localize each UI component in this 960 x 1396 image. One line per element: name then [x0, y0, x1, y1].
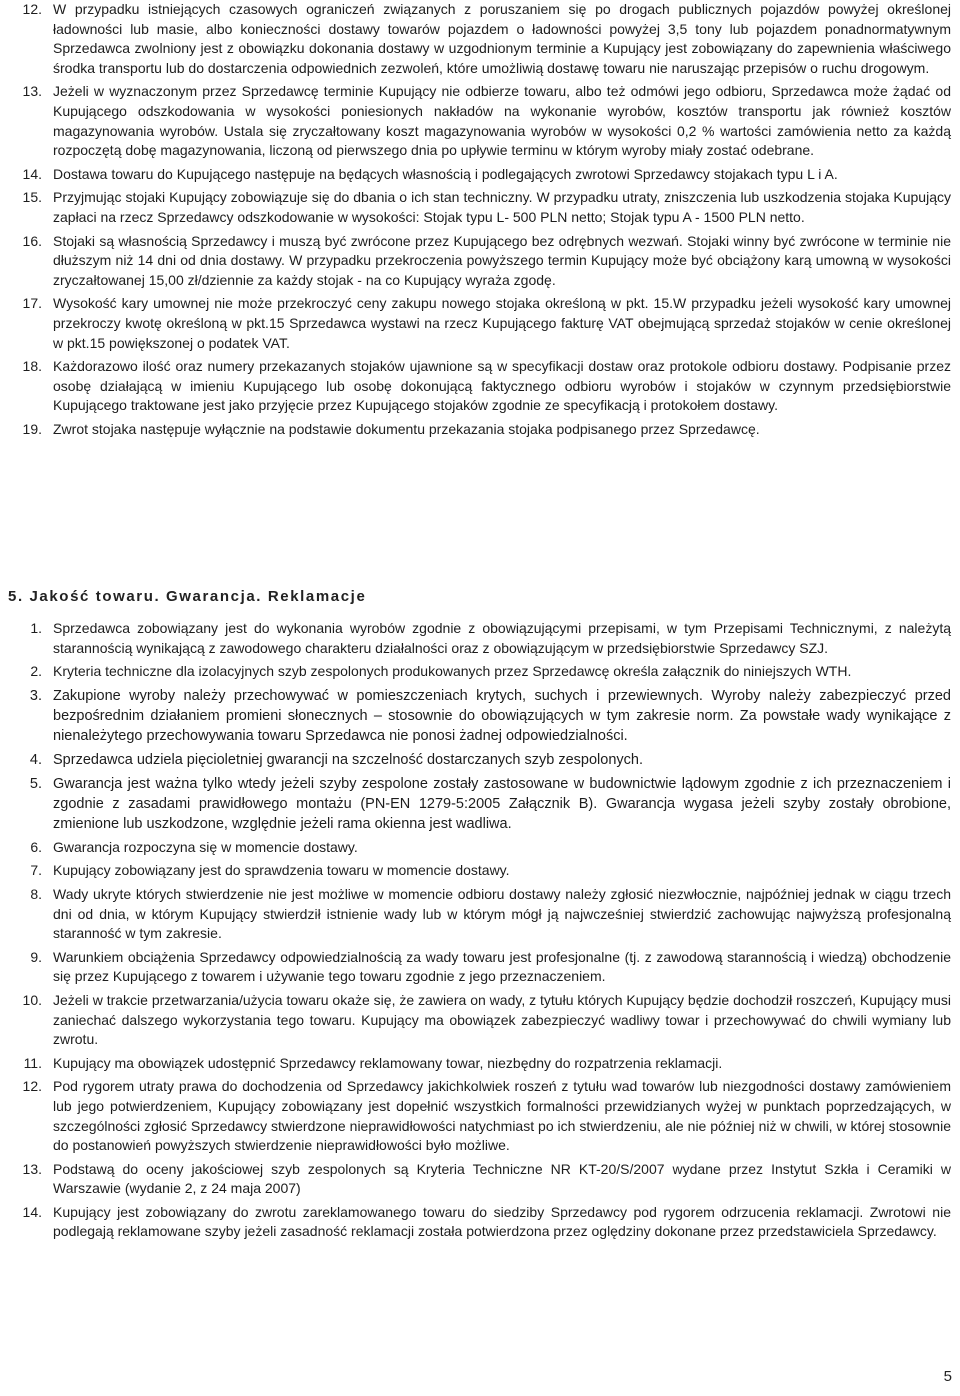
item-text: Każdorazowo ilość oraz numery przekazanych stojaków ujawnione są w specyfikacji dostaw oraz protokole odbioru dostawy. Podpisanie przez osobę działającą w imieniu Kupującego lub osobę dokonującą faktycznego odbioru wyrobów i stojaków w czynnym przedsiębiorstwie Kupującego traktowane jest jako przyjęcie przez Kupującego stojaków zgodnie ze specyfikacją i protokołem dostawy.: [53, 358, 951, 414]
item-text: Wady ukryte których stwierdzenie nie jest możliwe w momencie odbioru dostawy należy zgłosić niezwłocznie, najpóźniej jednak w ciągu trzech dni od dnia, w którym Kupujący stwierdził istnienie wady lub w którym mógł ją najwcześniej stwierdzić zachowując najwyższą profesjonalną staranność w tym zakresie.: [53, 885, 951, 942]
list-item: [0, 1203, 960, 1242]
item-text: Pod rygorem utraty prawa do dochodzenia od Sprzedawcy jakichkolwiek roszeń z tytułu wad towarów lub niezgodności dostawy zamówieniem lub jego potwierdzeniem, Kupujący zobowiązany jest dopełnić wszystkich formalności przewidzianych wyżej w punktach poprzedzających, w szczególności zgłosić Sprzedawcy stwierdzone nieprawidłowości natychmiast po ich stwierdzeniu, ale nie później niż w chwili, w której stosownie do postanowień powyższych stwierdzenie nieprawidłowości było możliwe.: [53, 1078, 951, 1154]
item-number: 2.: [30, 663, 42, 680]
list-item: [0, 750, 960, 770]
item-number: 3.: [29, 687, 42, 704]
item-text: Dostawa towaru do Kupującego następuje na będących własnością i podlegających zwrotowi Sprzedawcy stojakach typu L i A.: [53, 165, 838, 182]
item-text: Jeżeli w wyznaczonym przez Sprzedawcę terminie Kupujący nie odbierze towaru, albo też odmówi jego odbioru, Sprzedawca może żądać od Kupującego odszkodowania w wysokości poniesionych nakładów na wykonanie wyrobów, kosztów transportu jak również kosztów magazynowania wyrobów. Ustala się zryczałtowany koszt magazynowania wyrobów w wysokości 0,2 % wartości zamówienia netto za każdą rozpoczętą dobę magazynowania, liczoną od pierwszego dnia po upływie terminu w którym wyroby miały zostać odebrane.: [53, 83, 951, 159]
item-number: 1.: [30, 620, 42, 636]
item-text: Zwrot stojaka następuje wyłącznie na podstawie dokumentu przekazania stojaka podpisanego przez Sprzedawcę.: [53, 420, 760, 437]
item-number: 9.: [30, 948, 42, 965]
item-text: Podstawą do oceny jakościowej szyb zespolonych są Kryteria Techniczne NR KT-20/S/2007 wydane przez Instytut Szkła i Ceramiki w Warszawie (wydanie 2, z 24 maja 2007): [53, 1160, 951, 1197]
list-item: [0, 838, 960, 858]
list-item: [0, 885, 960, 944]
item-number: 6.: [30, 838, 42, 855]
list-item: [0, 861, 960, 881]
item-number: 19.: [22, 420, 42, 437]
list-item: [0, 232, 960, 291]
item-text: Stojaki są własnością Sprzedawcy i muszą być zwrócone przez Kupującego bez odrębnych wezwań. Stojaki winny być zwrócone w terminie nie dłuższym niż 14 dni od dnia dostawy. W przypadku przekroczenia powyższego termin Kupujący może być obciążony karą umowną w wysokości zryczałtowanej 15,00 zł/dziennie za każdy stojak - na co Kupujący wyraża zgodę.: [53, 232, 951, 288]
item-text: Sprzedawca zobowiązany jest do wykonania wyrobów zgodnie z obowiązującymi przepisami, w tym Przepisami Technicznymi, z należytą starannością wynikającą z zawodowego charakteru działalności oraz z obowiązującym w przedsiębiorstwie Sprzedawcy SZJ.: [53, 620, 951, 656]
list-item: [0, 357, 960, 416]
list-item: [0, 686, 960, 746]
item-number: 8.: [30, 885, 42, 902]
item-text: W przypadku istniejących czasowych ograniczeń związanych z poruszaniem się po drogach publicznych pojazdów powyżej określonej ładowności lub masie, albo konieczności dostawy towarów pojazdem o ładowności powyżej 3,5 tony lub pojazdem ponadnormatywnym Sprzedawca zwolniony jest z obowiązku dokonania dostawy w uzgodnionym terminie a Kupujący jest zobowiązany do zapewnienia właściwego środka transportu lub do dostarczenia odpowiednich zezwoleń, które umożliwią dostawę towaru nie naruszając przepisów o ruchu drogowym.: [53, 1, 951, 76]
list-item: [0, 662, 960, 682]
list-item: [0, 991, 960, 1050]
item-number: 18.: [22, 358, 42, 375]
item-text: Gwarancja jest ważna tylko wtedy jeżeli szyby zespolone zostały zastosowane w budownictwie lądowym zgodnie z ich przeznaczeniem i zgodnie z zasadami prawidłowego montażu (PN-EN 1279-5:2005 Załącznik B). Gwarancja wygasa jeżeli szyby zostały obrobione, zmienione lub uszkodzone, względnie jeżeli rama okienna jest wadliwa.: [53, 775, 951, 832]
list-item: [0, 1054, 960, 1074]
list-item: [0, 1160, 960, 1199]
section4-list: [0, 0, 960, 443]
item-number: 11.: [23, 1054, 42, 1071]
item-text: Kryteria techniczne dla izolacyjnych szyb zespolonych produkowanych przez Sprzedawcę określa załącznik do niniejszych WTH.: [53, 663, 852, 680]
item-number: 10.: [22, 991, 42, 1008]
item-number: 4.: [29, 751, 42, 768]
item-text: Kupujący zobowiązany jest do sprawdzenia towaru w momencie dostawy.: [53, 862, 510, 879]
page-number: 5: [943, 1368, 952, 1385]
list-item: [0, 619, 960, 658]
list-item: [0, 294, 960, 353]
item-text: Sprzedawca udziela pięcioletniej gwarancji na szczelność dostarczanych szyb zespolonych.: [53, 751, 643, 768]
list-item: [0, 165, 960, 185]
item-number: 17.: [22, 295, 42, 312]
list-item: [0, 948, 960, 987]
item-text: Warunkiem obciążenia Sprzedawcy odpowiedzialnością za wady towaru jest profesjonalne (tj. z zawodową starannością i wiedzą) obchodzenie się przez Kupującego z towarem i używanie tego towaru zgodnie z jego przeznaczeniem.: [53, 948, 951, 985]
item-number: 12.: [22, 1, 42, 17]
item-number: 7.: [30, 862, 42, 879]
item-number: 13.: [22, 1160, 42, 1177]
item-text: Przyjmując stojaki Kupujący zobowiązuje się do dbania o ich stan techniczny. W przypadku utraty, zniszczenia lub uszkodzenia stojaka Kupujący zapłaci na rzecz Sprzedawcy odszkodowanie w wysokości: Stojak typu L- 500 PLN netto; Stojak typu A - 1500 PLN netto.: [53, 189, 951, 225]
item-text: Kupujący jest zobowiązany do zwrotu zareklamowanego towaru do siedziby Sprzedawcy pod rygorem odrzucenia reklamacji. Zwrotowi nie podlegają reklamowane szyby jeżeli zasadność reklamacji została potwierdzona przez oględziny dokonane przez przedstawiciela Sprzedawcy.: [53, 1203, 951, 1240]
item-number: 15.: [22, 189, 42, 206]
list-item: [0, 1077, 960, 1155]
list-item: [0, 420, 960, 440]
item-number: 12.: [22, 1078, 42, 1095]
item-text: Kupujący ma obowiązek udostępnić Sprzedawcy reklamowany towar, niezbędny do rozpatrzenia reklamacji.: [53, 1054, 723, 1071]
list-item: [0, 188, 960, 227]
item-number: 14.: [22, 1203, 42, 1220]
item-text: Wysokość kary umownej nie może przekroczyć ceny zakupu nowego stojaka określoną w pkt. 15.W przypadku jeżeli wysokość kary umownej przekroczy kwotę określoną w pkt.15 Sprzedawca wystawi na rzecz Kupującego fakturę VAT obejmującą sprzedaż stojaków w cenie określonej w pkt.15 powiększonej o podatek VAT.: [53, 295, 951, 351]
item-number: 5.: [29, 775, 42, 792]
list-item: [0, 0, 960, 78]
item-text: Jeżeli w trakcie przetwarzania/użycia towaru okaże się, że zawiera on wady, z tytułu których Kupujący będzie dochodził roszczeń, Kupujący musi zaniechać dalszego wykorzystania tego towaru. Kupujący ma obowiązek zabezpieczyć wadliwy towar i przechowywać do chwili wymiany lub zwrotu.: [53, 991, 951, 1048]
item-number: 16.: [22, 232, 42, 249]
list-item: [0, 774, 960, 834]
item-text: Zakupione wyroby należy przechowywać w pomieszczeniach krytych, suchych i przewiewnych. Wyroby należy zabezpieczyć przed bezpośrednim działaniem promieni słonecznych – stosownie do obowiązujących w tym zakresie norm. Za powstałe wady wynikające z nienależytego przechowywania towaru Sprzedawca nie ponosi żadnej odpowiedzialności.: [53, 687, 951, 744]
item-number: 13.: [22, 83, 42, 100]
section-heading: 5. Jakość towaru. Gwarancja. Reklamacje: [8, 588, 367, 605]
section5-list: [0, 619, 960, 1246]
list-item: [0, 82, 960, 160]
item-text: Gwarancja rozpoczyna się w momencie dostawy.: [53, 838, 358, 855]
item-number: 14.: [22, 165, 42, 182]
